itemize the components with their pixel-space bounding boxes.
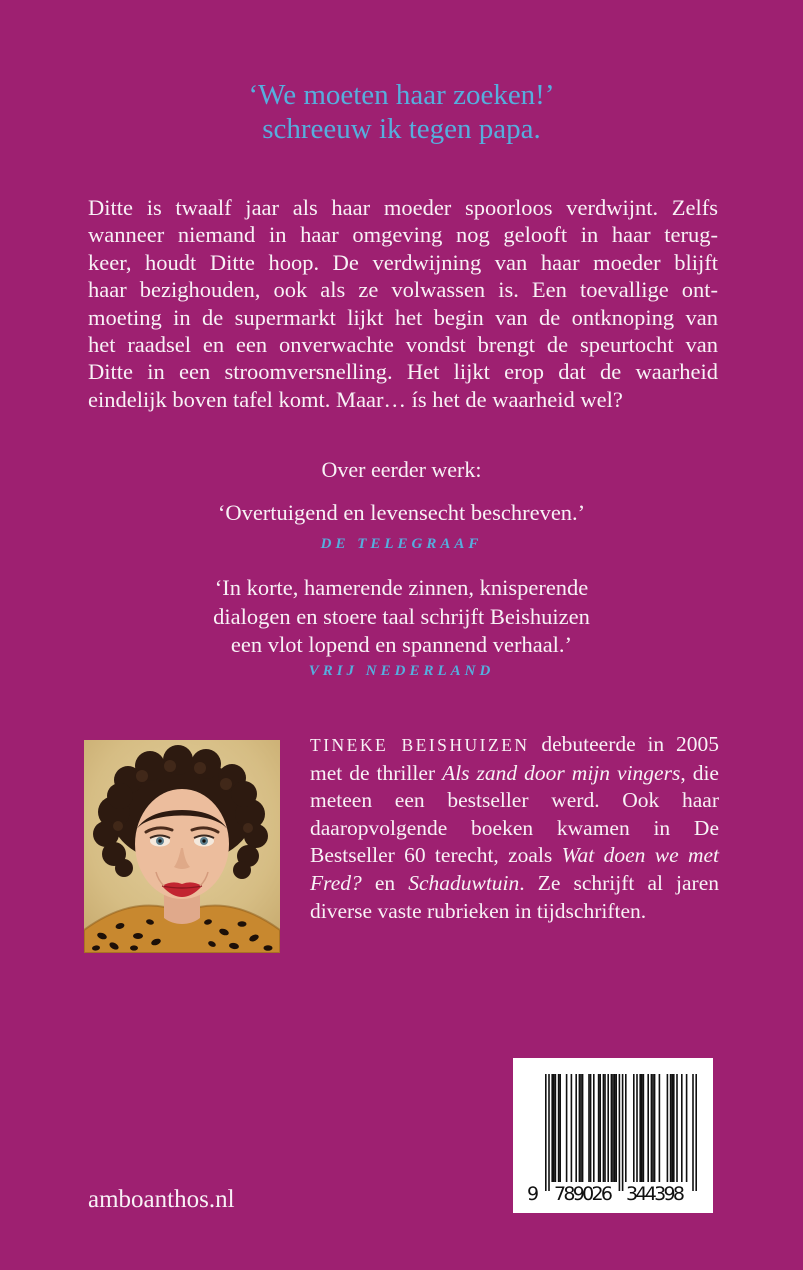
review-quote-vrij-nederland <box>0 574 803 660</box>
review-source-telegraaf: DE TELEGRAAF <box>320 536 483 552</box>
reviews-heading: Over eerder werk: <box>321 457 482 482</box>
barcode-bars <box>545 1074 697 1191</box>
synopsis-line: eindelijk boven tafel komt. Maar… ís het de waarheid wel? <box>88 386 623 412</box>
synopsis-line: moeting in de supermarkt lijkt het begin van de ontknoping van <box>88 304 718 330</box>
pull-quote-line-2: schreeuw ik tegen papa. <box>262 113 541 145</box>
barcode-digit-group-3: 344398 <box>626 1183 685 1205</box>
synopsis <box>88 194 718 413</box>
pull-quote-line-1: ‘We moeten haar zoeken!’ <box>248 79 555 111</box>
barcode-digit-group-2: 789026 <box>554 1183 613 1205</box>
review-quote-line: een vlot lopend en spannend verhaal.’ <box>230 632 573 658</box>
publisher-website: amboanthos.nl <box>88 1186 235 1213</box>
synopsis-line: haar bezighouden, ook als ze volwassen is. Een toevallige ont- <box>88 277 718 303</box>
synopsis-line: wanneer niemand in haar omgeving nog gelooft in haar terug- <box>88 222 718 248</box>
synopsis-line: het raadsel en een onverwachte vondst brengt de speurtocht van <box>88 332 718 358</box>
synopsis-line: Ditte in een stroomversnelling. Het lijkt erop dat de waarheid <box>88 359 718 385</box>
barcode <box>513 1058 713 1213</box>
review-quote-line: ‘In korte, hamerende zinnen, knisperende <box>214 575 589 600</box>
synopsis-line: Ditte is twaalf jaar als haar moeder spoorloos verdwijnt. Zelfs <box>88 195 718 220</box>
review-quote-line: dialogen en stoere taal schrijft Beishuizen <box>213 603 590 629</box>
author-bio: TINEKE BEISHUIZEN debuteerde in 2005 met de thriller Als zand door mijn vingers, die meteen een bestseller werd. Ook haar daaropvolgende boeken kwamen in De Bestseller 60 terecht, zoals Wat doen we met Fred? en Schaduwtuin. Ze schrijft al jaren diverse vaste rubrieken in tijdschriften. <box>310 732 719 923</box>
review-quote-telegraaf: ‘Overtuigend en levensecht beschreven.’ <box>217 500 586 525</box>
review-source-vrij-nederland: VRIJ NEDERLAND <box>308 663 495 679</box>
author-portrait-photo <box>84 740 280 953</box>
synopsis-line: keer, houdt Ditte hoop. De verdwijning van haar moeder blijft <box>88 249 718 275</box>
barcode-digit-group-1: 9 <box>527 1183 540 1205</box>
cover-pull-quote <box>0 78 803 146</box>
face <box>135 789 229 899</box>
